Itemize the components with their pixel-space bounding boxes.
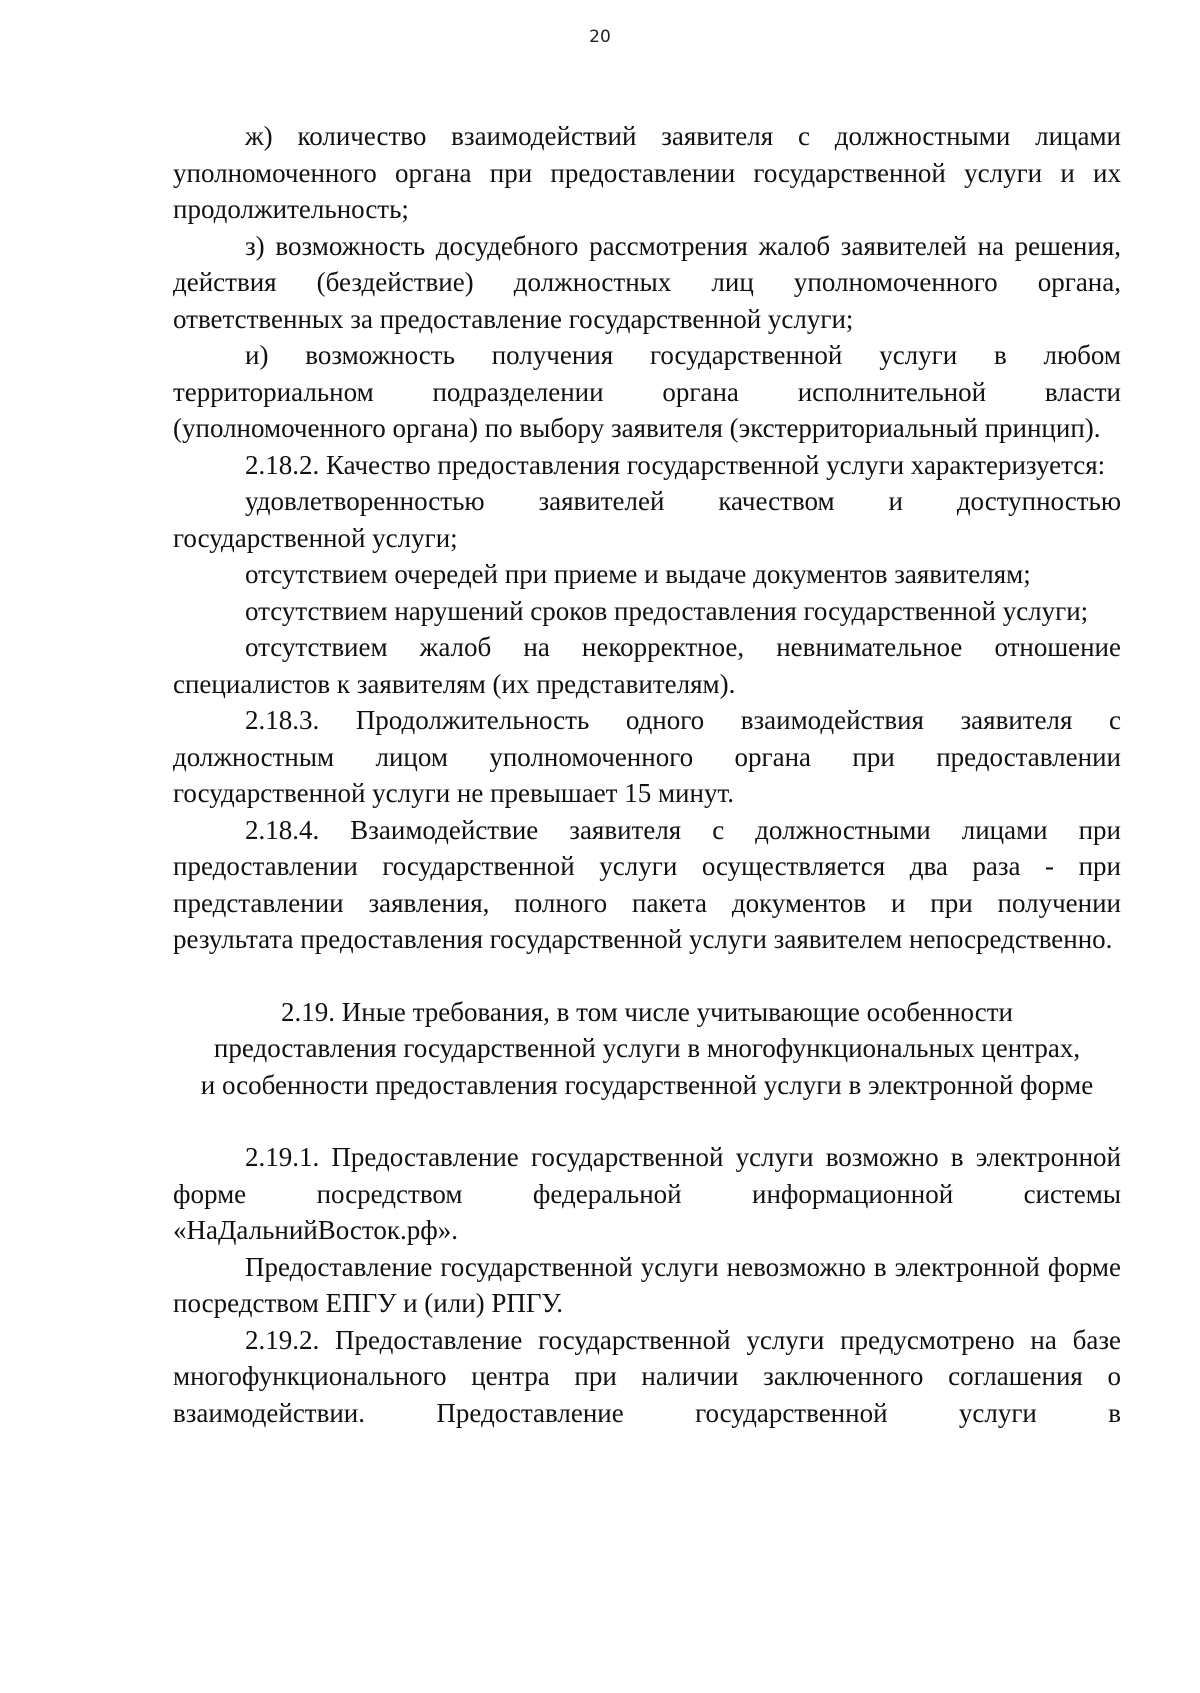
section-heading-line: и особенности предоставления государственной услуги в электронной форме: [200, 1069, 1094, 1100]
document-body: [173, 118, 1121, 1431]
paragraph-2-19-2: 2.19.2. Предоставление государственной услуги предусмотрено на базе многофункционального центра при наличии заключенного соглашения о взаимодействии. Предоставление государственной услуги в: [173, 1324, 1121, 1428]
paragraph-satisfaction: удовлетворенностью заявителей качеством и доступностью государственной услуги;: [173, 486, 1121, 553]
paragraph-2-19-1: 2.19.1. Предоставление государственной услуги возможно в электронной форме посредством федеральной информационной системы «НаДальнийВосток.рф».: [173, 1142, 1121, 1245]
page-number: 20: [589, 27, 611, 47]
paragraph-no-deadline-violations: отсутствием нарушений сроков предоставления государственной услуги;: [245, 595, 1089, 626]
paragraph-no-complaints: отсутствием жалоб на некорректное, невнимательное отношение специалистов к заявителям (их представителям).: [173, 632, 1121, 699]
paragraph-criteria-z: з) возможность досудебного рассмотрения жалоб заявителей на решения, действия (бездействие) должностных лиц уполномоченного органа, ответственных за предоставление государственной услуги;: [173, 230, 1121, 334]
section-heading-line: 2.19. Иные требования, в том числе учитывающие особенности: [281, 996, 1013, 1027]
section-heading-2-19: [173, 994, 1121, 1104]
paragraph-2-18-2: 2.18.2. Качество предоставления государственной услуги характеризуется:: [245, 449, 1106, 480]
section-heading-line: предоставления государственной услуги в многофункциональных центрах,: [213, 1033, 1081, 1063]
paragraph-criteria-i: и) возможность получения государственной услуги в любом территориальном подразделении органа исполнительной власти (уполномоченного органа) по выбору заявителя (экстерриториальный принцип).: [173, 340, 1121, 443]
paragraph-2-18-4: 2.18.4. Взаимодействие заявителя с должностными лицами при предоставлении государственной услуги осуществляется два раза - при представлении заявления, полного пакета документов и при получении результата предоставления государственной услуги заявителем непосредственно.: [173, 814, 1121, 954]
paragraph-no-queues: отсутствием очередей при приеме и выдаче документов заявителям;: [245, 559, 1031, 589]
paragraph-criteria-zh: ж) количество взаимодействий заявителя с должностными лицами уполномоченного органа при предоставлении государственной услуги и их продолжительность;: [173, 121, 1121, 224]
paragraph-epgu: Предоставление государственной услуги невозможно в электронной форме посредством ЕПГУ и (или) РПГУ.: [173, 1251, 1121, 1318]
paragraph-2-18-3: 2.18.3. Продолжительность одного взаимодействия заявителя с должностным лицом уполномоченного органа при предоставлении государственной услуги не превышает 15 минут.: [173, 705, 1121, 808]
